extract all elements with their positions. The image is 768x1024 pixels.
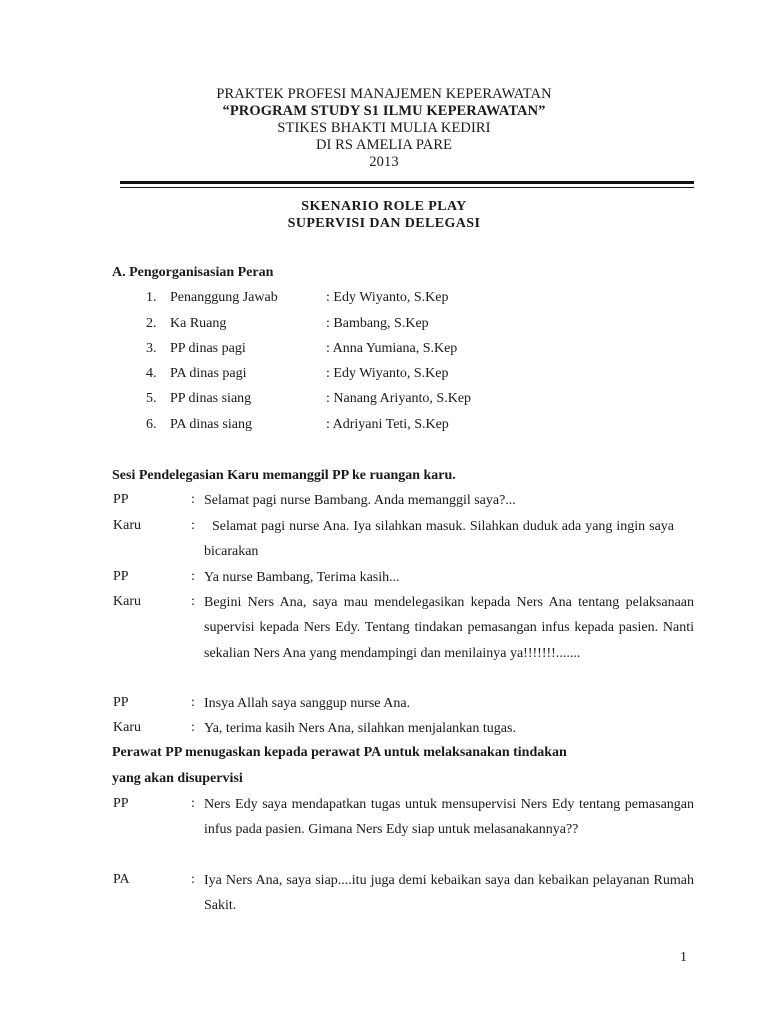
scene-2-heading-line-2: yang akan disupervisi (112, 771, 243, 786)
dialog-text: Ya, terima kasih Ners Ana, silahkan menjalankan tugas. (204, 721, 516, 736)
header-line-4: DI RS AMELIA PARE (315, 137, 453, 153)
role-title: PA dinas siang (170, 417, 252, 432)
doc-title-line-1: SKENARIO ROLE PLAY (301, 199, 467, 214)
header-line-3: STIKES BHAKTI MULIA KEDIRI (277, 120, 491, 136)
role-number: 6. (146, 417, 157, 432)
doc-title-line-2: SUPERVISI DAN DELEGASI (287, 216, 481, 231)
dialog-text: Ya nurse Bambang, Terima kasih... (204, 570, 400, 585)
role-row (0, 366, 768, 386)
dialog-text: Ners Edy saya mendapatkan tugas untuk mensupervisi Ners Edy tentang pemasangan infus pada pasien. Gimana Ners Edy siap untuk melasanakannya?? (204, 797, 694, 838)
dialog-colon: : (191, 492, 195, 507)
page-number: 1 (680, 950, 687, 965)
header-divider-thick (120, 181, 694, 184)
header-divider-thin (120, 187, 694, 188)
role-person: : Anna Yumiana, S.Kep (326, 341, 458, 356)
dialog-colon: : (191, 594, 195, 609)
section-a-heading: A. Pengorganisasian Peran (112, 265, 274, 280)
role-person: : Edy Wiyanto, S.Kep (326, 366, 449, 381)
dialog-colon: : (191, 796, 195, 811)
dialog-speaker: PP (113, 569, 129, 584)
role-title: PA dinas pagi (170, 366, 247, 381)
header-line-1: PRAKTEK PROFESI MANAJEMEN KEPERAWATAN (216, 86, 552, 102)
role-person: : Adriyani Teti, S.Kep (326, 417, 449, 432)
role-person: : Edy Wiyanto, S.Kep (326, 290, 449, 305)
dialog-text: Insya Allah saya sanggup nurse Ana. (204, 696, 411, 711)
scene-1-heading: Sesi Pendelegasian Karu memanggil PP ke ruangan karu. (112, 468, 456, 483)
role-row (0, 290, 768, 310)
dialog-colon: : (191, 569, 195, 584)
dialog-text: Begini Ners Ana, saya mau mendelegasikan kepada Ners Ana tentang pelaksanaan supervisi kepada Ners Edy. Tentang tindakan pemasangan infus kepada pasien. Nanti sekalian Ners Ana yang mendampingi dan menilainya ya!!!!!!!....... (204, 595, 694, 661)
dialog-speaker: PP (113, 695, 129, 710)
dialog-text: Iya Ners Ana, saya siap....itu juga demi kebaikan saya dan kebaikan pelayanan Rumah Sakit. (204, 873, 694, 914)
role-row (0, 341, 768, 361)
dialog-speaker: Karu (113, 518, 141, 533)
dialog-colon: : (191, 720, 195, 735)
dialog-text: Selamat pagi nurse Bambang. Anda memanggil saya?... (204, 493, 516, 508)
role-title: PP dinas siang (170, 391, 252, 406)
dialog-speaker: PA (113, 872, 130, 887)
role-person: : Nanang Ariyanto, S.Kep (326, 391, 472, 406)
dialog-colon: : (191, 518, 195, 533)
header-line-2: “PROGRAM STUDY S1 ILMU KEPERAWATAN” (222, 103, 546, 119)
role-person: : Bambang, S.Kep (326, 316, 429, 331)
dialog-colon: : (191, 695, 195, 710)
role-title: Penanggung Jawab (170, 290, 278, 305)
dialog-speaker: PP (113, 796, 129, 811)
dialog-speaker: Karu (113, 594, 141, 609)
dialog-colon: : (191, 872, 195, 887)
scene-2-heading-line-1: Perawat PP menugaskan kepada perawat PA untuk melaksanakan tindakan (112, 745, 567, 760)
role-row (0, 417, 768, 437)
role-number: 5. (146, 391, 157, 406)
role-number: 1. (146, 290, 157, 305)
dialog-speaker: Karu (113, 720, 141, 735)
role-number: 2. (146, 316, 157, 331)
role-number: 3. (146, 341, 157, 356)
header-line-5: 2013 (369, 154, 399, 170)
dialog-speaker: PP (113, 492, 129, 507)
role-number: 4. (146, 366, 157, 381)
role-title: Ka Ruang (170, 316, 227, 331)
role-title: PP dinas pagi (170, 341, 246, 356)
role-row (0, 391, 768, 411)
dialog-text: Selamat pagi nurse Ana. Iya silahkan masuk. Silahkan duduk ada yang ingin saya bicarakan (204, 519, 678, 560)
role-row (0, 316, 768, 336)
